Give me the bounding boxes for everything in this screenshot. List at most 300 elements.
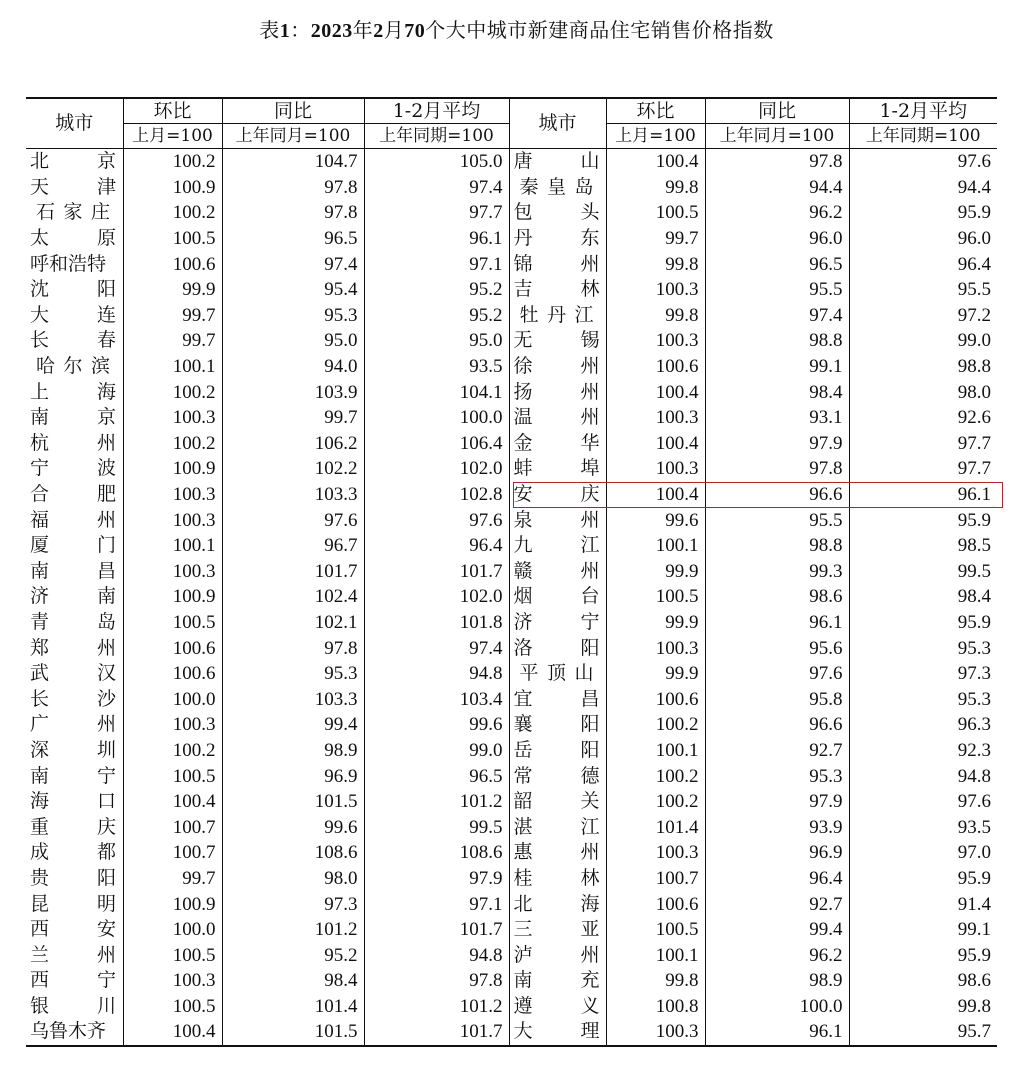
yoy-value-left: 101.5 xyxy=(222,789,364,815)
yoy-value-left: 97.8 xyxy=(222,175,364,201)
table-row xyxy=(26,994,997,1020)
avg-value-right: 95.5 xyxy=(957,279,991,301)
mom-value-left: 100.3 xyxy=(123,482,222,508)
city-cell-left xyxy=(26,175,123,201)
city-cell-right xyxy=(509,277,606,303)
mom-value-left: 100.4 xyxy=(123,789,222,815)
mom-value-left: 100.1 xyxy=(123,533,222,559)
yoy-value-left: 97.3 xyxy=(222,891,364,917)
yoy-value-right: 93.1 xyxy=(705,405,849,431)
city-name: 常 德 xyxy=(513,764,600,787)
city-cell-left xyxy=(26,379,123,405)
yoy-value-left: 96.7 xyxy=(222,533,364,559)
avg-value-left: 101.8 xyxy=(364,610,509,636)
city-cell-left xyxy=(26,661,123,687)
yoy-value-left: 95.2 xyxy=(222,942,364,968)
city-name: 无 锡 xyxy=(513,329,600,352)
avg-value-right: 96.4 xyxy=(957,253,991,275)
yoy-value-right: 95.6 xyxy=(705,635,849,661)
city-name: 海 口 xyxy=(30,790,116,813)
city-name: 济 宁 xyxy=(513,610,600,633)
yoy-value-right: 96.5 xyxy=(705,251,849,277)
city-name: 合 肥 xyxy=(30,483,116,506)
mom-value-right: 99.9 xyxy=(606,661,705,687)
avg-value-right: 96.3 xyxy=(957,714,991,736)
avg-value-left: 106.4 xyxy=(364,431,509,457)
mom-value-left: 100.5 xyxy=(123,942,222,968)
city-cell-left xyxy=(26,763,123,789)
city-cell-right xyxy=(509,251,606,277)
table-row xyxy=(26,431,997,457)
yoy-value-left: 97.8 xyxy=(222,200,364,226)
mom-value-right: 100.5 xyxy=(606,917,705,943)
avg-value-left: 95.2 xyxy=(364,277,509,303)
header-avg-right: 1-2月平均 xyxy=(849,98,997,124)
city-cell-right xyxy=(509,686,606,712)
header-yoy-right: 同比 xyxy=(705,98,849,124)
title-table-number: 1 xyxy=(279,20,291,42)
city-name: 济 南 xyxy=(30,585,116,608)
header-yoy-left: 同比 xyxy=(222,98,364,124)
table-row xyxy=(26,175,997,201)
avg-value-left: 99.6 xyxy=(364,712,509,738)
yoy-value-right: 100.0 xyxy=(705,994,849,1020)
yoy-value-left: 102.2 xyxy=(222,456,364,482)
avg-value-left: 97.9 xyxy=(364,866,509,892)
city-name: 三 亚 xyxy=(513,918,600,941)
yoy-value-left: 95.3 xyxy=(222,303,364,329)
yoy-value-right: 99.1 xyxy=(705,354,849,380)
avg-value-right: 95.9 xyxy=(957,202,991,224)
yoy-value-right: 96.6 xyxy=(705,712,849,738)
avg-value-left: 94.8 xyxy=(364,942,509,968)
mom-value-right: 100.5 xyxy=(606,584,705,610)
city-cell-right xyxy=(509,866,606,892)
yoy-value-left: 99.7 xyxy=(222,405,364,431)
yoy-value-left: 101.7 xyxy=(222,559,364,585)
title-colon: ： xyxy=(290,18,311,42)
city-name: 包 头 xyxy=(513,201,600,224)
mom-value-left: 100.3 xyxy=(123,712,222,738)
yoy-value-right: 97.9 xyxy=(705,431,849,457)
city-name: 赣 州 xyxy=(513,559,600,582)
city-name: 宜 昌 xyxy=(513,687,600,710)
city-cell-left xyxy=(26,482,123,508)
mom-value-left: 100.9 xyxy=(123,456,222,482)
city-cell-right xyxy=(509,942,606,968)
city-name: 锦 州 xyxy=(513,252,600,275)
city-name: 遵 义 xyxy=(513,994,600,1017)
city-name: 兰 州 xyxy=(30,943,116,966)
avg-value-right: 96.0 xyxy=(957,228,991,250)
city-cell-right xyxy=(509,635,606,661)
mom-value-left: 100.5 xyxy=(123,610,222,636)
table-row xyxy=(26,789,997,815)
table-row xyxy=(26,866,997,892)
avg-value-right: 99.5 xyxy=(957,560,991,582)
mom-value-right: 99.8 xyxy=(606,968,705,994)
header-mom-base-left: 上月=100 xyxy=(123,124,222,149)
city-cell-right xyxy=(509,763,606,789)
header-mom-right: 环比 xyxy=(606,98,705,124)
mom-value-right: 99.9 xyxy=(606,559,705,585)
table-row xyxy=(26,917,997,943)
city-name: 深 圳 xyxy=(30,738,116,761)
avg-value-left: 95.2 xyxy=(364,303,509,329)
yoy-value-right: 96.4 xyxy=(705,866,849,892)
city-cell-left xyxy=(26,149,123,175)
city-cell-right xyxy=(509,303,606,329)
mom-value-right: 100.3 xyxy=(606,405,705,431)
yoy-value-left: 106.2 xyxy=(222,431,364,457)
city-cell-left xyxy=(26,635,123,661)
avg-value-right: 98.4 xyxy=(957,586,991,608)
yoy-value-right: 96.1 xyxy=(705,610,849,636)
city-cell-right xyxy=(509,328,606,354)
table-row xyxy=(26,968,997,994)
city-name: 郑 州 xyxy=(30,636,116,659)
mom-value-right: 100.2 xyxy=(606,763,705,789)
city-cell-right xyxy=(509,994,606,1020)
mom-value-left: 100.4 xyxy=(123,1019,222,1046)
city-name: 杭 州 xyxy=(30,431,116,454)
avg-value-right: 94.4 xyxy=(957,176,991,198)
table-row xyxy=(26,149,997,175)
mom-value-left: 100.5 xyxy=(123,226,222,252)
city-name: 福 州 xyxy=(30,508,116,531)
mom-value-left: 100.1 xyxy=(123,354,222,380)
avg-value-right: 95.9 xyxy=(957,867,991,889)
mom-value-left: 100.2 xyxy=(123,738,222,764)
yoy-value-right: 97.9 xyxy=(705,789,849,815)
city-name: 银 川 xyxy=(30,994,116,1017)
city-name: 惠 州 xyxy=(513,841,600,864)
city-name: 成 都 xyxy=(30,841,116,864)
mom-value-right: 100.6 xyxy=(606,891,705,917)
avg-value-right: 92.6 xyxy=(957,407,991,429)
mom-value-right: 100.6 xyxy=(606,354,705,380)
mom-value-right: 99.9 xyxy=(606,610,705,636)
city-name: 韶 关 xyxy=(513,790,600,813)
header-city-left: 城市 xyxy=(26,98,123,149)
city-cell-left xyxy=(26,686,123,712)
city-cell-right xyxy=(509,507,606,533)
city-name: 重 庆 xyxy=(30,815,116,838)
mom-value-left: 100.3 xyxy=(123,559,222,585)
title-rest: 个大中城市新建商品住宅销售价格指数 xyxy=(425,18,774,42)
table-row xyxy=(26,328,997,354)
city-cell-right xyxy=(509,661,606,687)
city-cell-left xyxy=(26,328,123,354)
mom-value-left: 100.6 xyxy=(123,251,222,277)
city-cell-left xyxy=(26,251,123,277)
avg-value-left: 101.7 xyxy=(364,917,509,943)
yoy-value-right: 96.1 xyxy=(705,1019,849,1046)
city-name: 厦 门 xyxy=(30,534,116,557)
yoy-value-right: 96.0 xyxy=(705,226,849,252)
yoy-value-right: 98.8 xyxy=(705,533,849,559)
avg-value-left: 97.7 xyxy=(364,200,509,226)
avg-value-left: 97.4 xyxy=(364,635,509,661)
table-row xyxy=(26,559,997,585)
avg-value-right: 95.7 xyxy=(957,1021,991,1043)
mom-value-right: 100.3 xyxy=(606,328,705,354)
city-cell-left xyxy=(26,405,123,431)
avg-value-left: 97.6 xyxy=(364,507,509,533)
table-row xyxy=(26,712,997,738)
city-name: 哈 尔 滨 xyxy=(36,355,110,378)
yoy-value-right: 95.5 xyxy=(705,507,849,533)
city-name: 大 连 xyxy=(30,303,116,326)
mom-value-right: 99.6 xyxy=(606,507,705,533)
mom-value-right: 99.8 xyxy=(606,175,705,201)
city-cell-left xyxy=(26,610,123,636)
table-row xyxy=(26,507,997,533)
mom-value-right: 100.8 xyxy=(606,994,705,1020)
table-row xyxy=(26,840,997,866)
table-row xyxy=(26,814,997,840)
table-row xyxy=(26,686,997,712)
city-name: 唐 山 xyxy=(513,150,600,173)
yoy-value-right: 99.4 xyxy=(705,917,849,943)
city-cell-left xyxy=(26,354,123,380)
city-cell-left xyxy=(26,917,123,943)
avg-value-left: 97.4 xyxy=(364,175,509,201)
mom-value-right: 100.4 xyxy=(606,149,705,175)
avg-value-right: 94.8 xyxy=(957,765,991,787)
avg-value-right: 97.0 xyxy=(957,842,991,864)
avg-value-left: 93.5 xyxy=(364,354,509,380)
mom-value-right: 100.1 xyxy=(606,533,705,559)
yoy-value-left: 104.7 xyxy=(222,149,364,175)
mom-value-left: 100.2 xyxy=(123,431,222,457)
city-name: 牡 丹 江 xyxy=(519,303,594,326)
yoy-value-right: 94.4 xyxy=(705,175,849,201)
city-name: 北 海 xyxy=(513,892,600,915)
header-mom-left: 环比 xyxy=(123,98,222,124)
city-cell-left xyxy=(26,814,123,840)
avg-value-left: 97.8 xyxy=(364,968,509,994)
yoy-value-right: 92.7 xyxy=(705,891,849,917)
avg-value-left: 99.5 xyxy=(364,814,509,840)
avg-value-left: 101.2 xyxy=(364,789,509,815)
city-name: 长 沙 xyxy=(30,687,116,710)
header-avg-base-left: 上年同期=100 xyxy=(364,124,509,149)
mom-value-right: 99.8 xyxy=(606,303,705,329)
title-yue: 月 xyxy=(383,18,405,42)
yoy-value-left: 101.5 xyxy=(222,1019,364,1046)
city-name: 秦 皇 岛 xyxy=(519,175,594,198)
city-cell-right xyxy=(509,1019,606,1046)
mom-value-left: 100.2 xyxy=(123,379,222,405)
yoy-value-right: 98.9 xyxy=(705,968,849,994)
table-row xyxy=(26,533,997,559)
mom-value-left: 100.3 xyxy=(123,968,222,994)
avg-value-left: 101.2 xyxy=(364,994,509,1020)
mom-value-right: 99.7 xyxy=(606,226,705,252)
mom-value-left: 100.0 xyxy=(123,686,222,712)
yoy-value-right: 96.9 xyxy=(705,840,849,866)
city-name: 乌 鲁 木 齐 xyxy=(30,1020,107,1043)
city-name: 西 安 xyxy=(30,918,116,941)
yoy-value-left: 103.3 xyxy=(222,482,364,508)
mom-value-right: 100.4 xyxy=(606,482,705,508)
yoy-value-left: 96.5 xyxy=(222,226,364,252)
city-name: 西 宁 xyxy=(30,969,116,992)
mom-value-left: 100.6 xyxy=(123,635,222,661)
city-name: 洛 阳 xyxy=(513,636,600,659)
mom-value-right: 100.1 xyxy=(606,738,705,764)
table-row xyxy=(26,584,997,610)
mom-value-right: 100.3 xyxy=(606,277,705,303)
table-row xyxy=(26,200,997,226)
avg-value-left: 95.0 xyxy=(364,328,509,354)
city-name: 上 海 xyxy=(30,380,116,403)
yoy-value-right: 95.3 xyxy=(705,763,849,789)
yoy-value-right: 98.8 xyxy=(705,328,849,354)
city-cell-left xyxy=(26,303,123,329)
avg-value-right: 98.0 xyxy=(957,381,991,403)
avg-value-right: 99.1 xyxy=(957,919,991,941)
avg-value-left: 96.4 xyxy=(364,533,509,559)
yoy-value-left: 98.0 xyxy=(222,866,364,892)
city-name: 石 家 庄 xyxy=(36,201,110,224)
city-cell-right xyxy=(509,789,606,815)
yoy-value-left: 97.6 xyxy=(222,507,364,533)
table-row xyxy=(26,379,997,405)
avg-value-right: 98.6 xyxy=(957,970,991,992)
city-name: 吉 林 xyxy=(513,278,600,301)
avg-value-right: 99.0 xyxy=(957,330,991,352)
city-cell-right xyxy=(509,610,606,636)
city-cell-left xyxy=(26,994,123,1020)
city-name: 大 理 xyxy=(513,1020,600,1043)
city-cell-left xyxy=(26,1019,123,1046)
table-row xyxy=(26,456,997,482)
yoy-value-left: 96.9 xyxy=(222,763,364,789)
yoy-value-left: 97.8 xyxy=(222,635,364,661)
table-body xyxy=(26,149,997,1046)
yoy-value-right: 96.6 xyxy=(705,482,849,508)
city-cell-right xyxy=(509,405,606,431)
table-row xyxy=(26,405,997,431)
mom-value-left: 100.3 xyxy=(123,507,222,533)
mom-value-right: 100.5 xyxy=(606,200,705,226)
mom-value-right: 100.2 xyxy=(606,789,705,815)
city-cell-left xyxy=(26,559,123,585)
city-cell-right xyxy=(509,584,606,610)
yoy-value-right: 99.3 xyxy=(705,559,849,585)
title-nian: 年 xyxy=(352,18,374,42)
yoy-value-left: 97.4 xyxy=(222,251,364,277)
yoy-value-left: 98.9 xyxy=(222,738,364,764)
city-cell-right xyxy=(509,200,606,226)
mom-value-left: 99.7 xyxy=(123,866,222,892)
avg-value-left: 103.4 xyxy=(364,686,509,712)
table-row xyxy=(26,251,997,277)
header-avg-base-right: 上年同期=100 xyxy=(849,124,997,149)
avg-value-right: 97.6 xyxy=(957,791,991,813)
yoy-value-right: 98.6 xyxy=(705,584,849,610)
city-name: 徐 州 xyxy=(513,355,600,378)
avg-value-right: 97.2 xyxy=(957,304,991,326)
mom-value-left: 100.5 xyxy=(123,763,222,789)
city-name: 桂 林 xyxy=(513,866,600,889)
avg-value-right: 97.7 xyxy=(957,458,991,480)
avg-value-right: 99.8 xyxy=(957,995,991,1017)
city-name: 呼 和 浩 特 xyxy=(30,252,107,275)
title-month: 2 xyxy=(373,20,384,42)
mom-value-right: 100.3 xyxy=(606,840,705,866)
city-cell-left xyxy=(26,584,123,610)
mom-value-left: 99.7 xyxy=(123,328,222,354)
city-cell-left xyxy=(26,533,123,559)
avg-value-left: 97.1 xyxy=(364,251,509,277)
city-cell-right xyxy=(509,712,606,738)
yoy-value-right: 92.7 xyxy=(705,738,849,764)
mom-value-left: 100.2 xyxy=(123,149,222,175)
mom-value-left: 100.5 xyxy=(123,994,222,1020)
city-cell-left xyxy=(26,891,123,917)
avg-value-right: 97.6 xyxy=(957,151,991,173)
avg-value-left: 108.6 xyxy=(364,840,509,866)
city-name: 宁 波 xyxy=(30,457,116,480)
header-yoy-base-right: 上年同月=100 xyxy=(705,124,849,149)
city-cell-right xyxy=(509,149,606,175)
avg-value-left: 99.0 xyxy=(364,738,509,764)
city-name: 安 庆 xyxy=(513,483,600,506)
title-prefix: 表 xyxy=(259,18,280,42)
mom-value-left: 99.7 xyxy=(123,303,222,329)
avg-value-right: 96.1 xyxy=(957,484,991,506)
city-cell-left xyxy=(26,738,123,764)
city-name: 贵 阳 xyxy=(30,866,116,889)
city-cell-right xyxy=(509,840,606,866)
avg-value-right: 98.5 xyxy=(957,535,991,557)
city-cell-right xyxy=(509,917,606,943)
city-cell-right xyxy=(509,175,606,201)
city-name: 沈 阳 xyxy=(30,278,116,301)
avg-value-left: 102.0 xyxy=(364,584,509,610)
yoy-value-left: 101.4 xyxy=(222,994,364,1020)
yoy-value-left: 102.4 xyxy=(222,584,364,610)
yoy-value-right: 96.2 xyxy=(705,200,849,226)
city-cell-right xyxy=(509,226,606,252)
city-name: 南 昌 xyxy=(30,559,116,582)
city-cell-right xyxy=(509,559,606,585)
yoy-value-right: 96.2 xyxy=(705,942,849,968)
avg-value-right: 97.3 xyxy=(957,663,991,685)
mom-value-left: 99.9 xyxy=(123,277,222,303)
mom-value-right: 100.3 xyxy=(606,456,705,482)
table-row xyxy=(26,763,997,789)
city-cell-left xyxy=(26,712,123,738)
table-row xyxy=(26,891,997,917)
city-name: 武 汉 xyxy=(30,662,116,685)
title-seventy: 70 xyxy=(404,20,426,42)
city-name: 长 春 xyxy=(30,329,116,352)
title-year: 2023 xyxy=(310,20,353,42)
avg-value-left: 94.8 xyxy=(364,661,509,687)
yoy-value-right: 95.8 xyxy=(705,686,849,712)
mom-value-right: 100.6 xyxy=(606,686,705,712)
city-cell-left xyxy=(26,456,123,482)
mom-value-right: 100.2 xyxy=(606,712,705,738)
mom-value-left: 100.2 xyxy=(123,200,222,226)
yoy-value-left: 103.3 xyxy=(222,686,364,712)
city-cell-right xyxy=(509,814,606,840)
city-name: 蚌 埠 xyxy=(513,457,600,480)
